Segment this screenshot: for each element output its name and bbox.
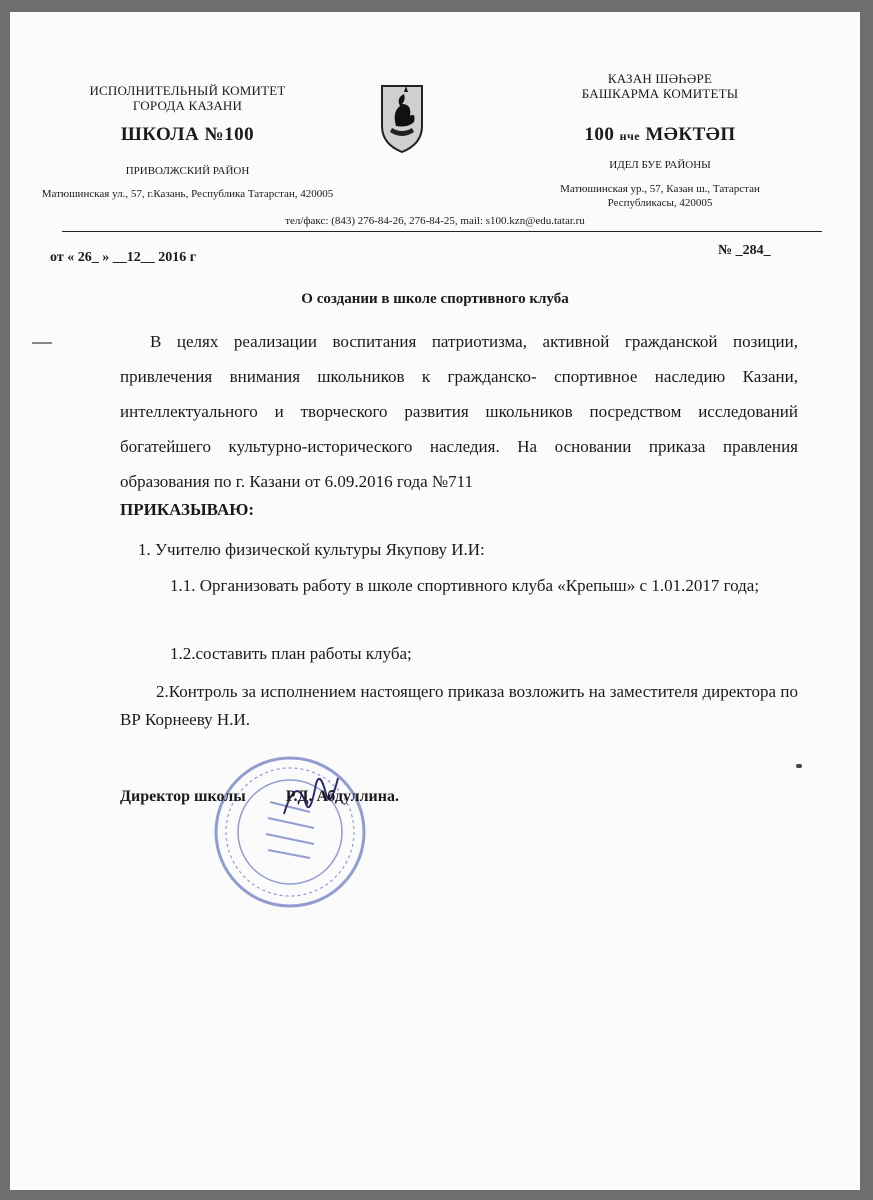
order-item-1: 1. Учителю физической культуры Якупову И.И: — [138, 540, 485, 559]
right-school-name — [485, 124, 835, 146]
preamble-paragraph — [120, 324, 798, 499]
right-address-line2: Республикасы, 420005 — [607, 197, 713, 209]
contacts: тел/факс: (843) 276-84-26, 276-84-25, mail: s100.kzn@edu.tatar.ru — [285, 215, 585, 227]
right-org-line2: БАШКАРМА КОМИТЕТЫ — [581, 86, 739, 101]
document-title: О создании в школе спортивного клуба — [301, 291, 569, 307]
signature-line — [120, 788, 399, 806]
right-district: ИДЕЛ БУЕ РАЙОНЫ — [609, 159, 711, 171]
left-org-line2: ГОРОДА КАЗАНИ — [132, 98, 243, 113]
left-district: ПРИВОЛЖСКИЙ РАЙОН — [125, 165, 250, 177]
document-number: № _284_ — [718, 243, 771, 258]
right-org-line1: КАЗАН ШӘҺӘРЕ — [607, 71, 713, 86]
preamble-text: В целях реализации воспитания патриотизма, активной гражданской позиции, привлечения внимания школьников к гражданско- спортивное наследию Казани, интеллектуального и творческого развития школьников посредством исследований богатейшего культурно-исторического наследия. На основании приказа правления образования по г. Казани от 6.09.2016 года №711 — [120, 332, 798, 491]
left-address: Матюшинская ул., 57, г.Казань, Республика Татарстан, 420005 — [41, 188, 334, 200]
right-school-word: МӘКТӘП — [645, 124, 736, 145]
order-item-1-1-text: 1.1. Организовать работу в школе спортивного клуба «Крепыш» с 1.01.2017 года; — [170, 576, 760, 595]
document-page — [10, 12, 860, 1190]
scan-mark — [32, 342, 52, 344]
order-item-1-1 — [120, 572, 798, 600]
right-school-num: 100 — [584, 124, 615, 145]
order-item-2 — [120, 678, 798, 734]
order-item-2-text: 2.Контроль за исполнением настоящего приказа возложить на заместителя директора по ВР Корнееву Н.И. — [120, 682, 798, 729]
signer-role: Директор школы — [120, 788, 246, 805]
order-word: ПРИКАЗЫВАЮ: — [120, 500, 255, 519]
left-school-name: ШКОЛА №100 — [120, 124, 255, 145]
right-address-line1: Матюшинская ур., 57, Казан ш., Татарстан — [560, 183, 760, 195]
left-org-line1: ИСПОЛНИТЕЛЬНЫЙ КОМИТЕТ — [89, 83, 286, 98]
document-date: от « 26_ » __12__ 2016 г — [50, 250, 197, 265]
header-rule — [62, 231, 822, 232]
right-school-suffix: нче — [619, 129, 641, 143]
signer-name: Р.Д. Абдуллина. — [285, 788, 399, 805]
order-item-1-2: 1.2.составить план работы клуба; — [170, 644, 412, 663]
kazan-coat-of-arms-emblem — [378, 82, 426, 154]
scan-speck — [796, 764, 802, 768]
